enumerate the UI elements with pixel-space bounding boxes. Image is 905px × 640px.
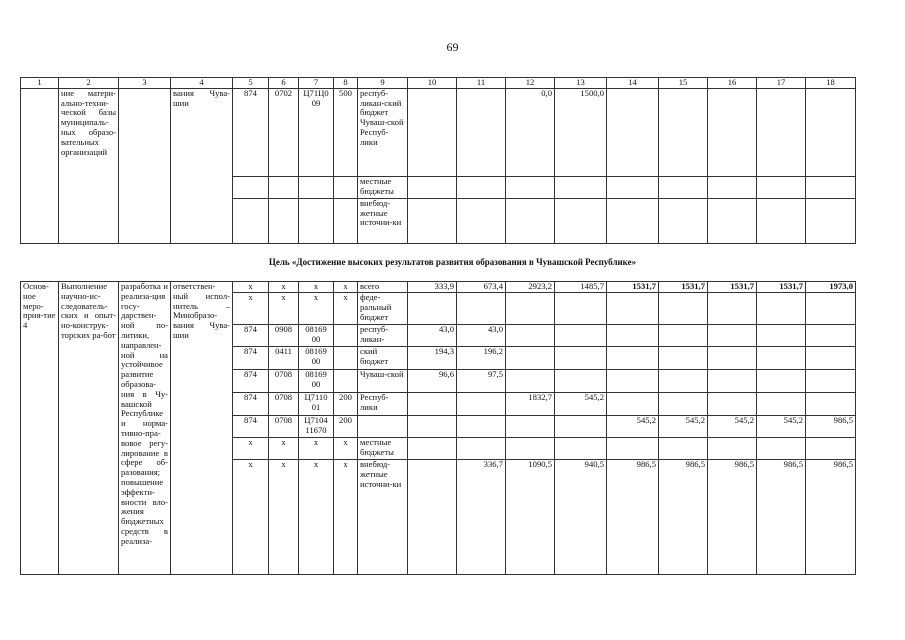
csr-cell: Ц7104 11670	[299, 416, 334, 438]
goal-heading: Цель «Достижение высоких результатов развития образования в Чувашской Республике»	[268, 257, 637, 267]
col-number: 10	[408, 78, 457, 89]
table-row	[21, 282, 856, 293]
col-number: 9	[358, 78, 408, 89]
program-table-goal	[20, 281, 856, 575]
vr-cell	[334, 325, 358, 347]
csr-cell: x	[299, 438, 334, 460]
csr-cell: Ц7110 01	[299, 393, 334, 416]
col-number: 14	[607, 78, 659, 89]
funding-source-cell: ский бюджет	[358, 347, 408, 370]
executor-cell: ответствен-ный испол-нитель – Минобразо-вания Чува-шии	[171, 282, 233, 575]
grbs-cell: 874	[233, 88, 269, 176]
csr-cell: x	[299, 460, 334, 575]
col-number: 3	[119, 78, 171, 89]
value-cell: 545,2	[757, 416, 806, 438]
vr-cell: 500	[334, 88, 358, 176]
value-cell: 336,7	[457, 460, 506, 575]
col-number: 15	[659, 78, 708, 89]
vr-cell: x	[334, 438, 358, 460]
funding-source-cell: местные бюджеты	[358, 176, 408, 198]
col-number: 18	[806, 78, 856, 89]
vr-cell	[334, 370, 358, 393]
value-cell: 194,3	[408, 347, 457, 370]
col-number: 12	[506, 78, 555, 89]
main-measure-cell: Основ-ное меро-прия-тие 4	[21, 282, 59, 575]
funding-source-cell: всего	[358, 282, 408, 293]
col-number: 1	[21, 78, 59, 89]
grbs-cell: x	[233, 438, 269, 460]
value-cell: 0,0	[506, 88, 555, 176]
value-cell: 1090,5	[506, 460, 555, 575]
funding-source-cell: внебюд-жетные источни-ки	[358, 198, 408, 243]
value-cell: 986,5	[757, 460, 806, 575]
value-cell: 1531,7	[757, 282, 806, 293]
value-cell: 545,2	[708, 416, 757, 438]
funding-source-cell: респуб-ликан-	[358, 325, 408, 347]
col-number: 13	[555, 78, 607, 89]
value-cell: 940,5	[555, 460, 607, 575]
value-cell: 986,5	[708, 460, 757, 575]
grbs-cell: 874	[233, 347, 269, 370]
col-number: 16	[708, 78, 757, 89]
value-cell	[708, 88, 757, 176]
col-number: 8	[334, 78, 358, 89]
value-cell	[457, 88, 506, 176]
grbs-cell: 874	[233, 325, 269, 347]
column-number-row	[21, 78, 856, 89]
col-number: 4	[171, 78, 233, 89]
measure-name-cell: ние матери-альнo-техни-ческой базы муниципаль-ных образо-вательных организаций	[59, 88, 119, 243]
rz-cell: 0702	[269, 88, 299, 176]
value-cell	[757, 88, 806, 176]
value-cell: 1531,7	[659, 282, 708, 293]
value-cell: 986,5	[607, 460, 659, 575]
table-row	[21, 88, 856, 176]
value-cell: 1832,7	[506, 393, 555, 416]
value-cell: 43,0	[408, 325, 457, 347]
value-cell: 333,9	[408, 282, 457, 293]
rz-cell: 0708	[269, 393, 299, 416]
page-number: 69	[446, 40, 459, 54]
value-cell: 986,5	[806, 460, 856, 575]
col-number: 2	[59, 78, 119, 89]
value-cell: 2923,2	[506, 282, 555, 293]
funding-source-cell: внебюд-жетные источни-ки	[358, 460, 408, 575]
value-cell	[607, 88, 659, 176]
grbs-cell: x	[233, 293, 269, 325]
csr-cell: 08169 00	[299, 370, 334, 393]
vr-cell: x	[334, 282, 358, 293]
value-cell: 196,2	[457, 347, 506, 370]
col-number: 5	[233, 78, 269, 89]
funding-source-cell: Респуб-лики	[358, 393, 408, 416]
grbs-cell: 874	[233, 370, 269, 393]
purpose-cell: разработка и реализа-ция госу-дарствен-ной по-литики, направлен-ной на устойчивое развитие образова-ния в Чу-вашской Республике и норма-тивно-пра-вовое регу-лирование в сфере об-разования; повышение эффекти-вности вло-жения бюджетных средств в реализа-	[119, 282, 171, 575]
value-cell: 43,0	[457, 325, 506, 347]
grbs-cell: x	[233, 460, 269, 575]
value-cell: 545,2	[607, 416, 659, 438]
rz-cell: 0411	[269, 347, 299, 370]
cell-empty	[21, 88, 59, 243]
value-cell: 545,2	[555, 393, 607, 416]
value-cell: 1973,0	[806, 282, 856, 293]
vr-cell	[334, 347, 358, 370]
value-cell: 673,4	[457, 282, 506, 293]
grbs-cell: 874	[233, 416, 269, 438]
value-cell: 986,5	[806, 416, 856, 438]
cell-empty	[119, 88, 171, 243]
rz-cell: x	[269, 438, 299, 460]
col-number: 6	[269, 78, 299, 89]
funding-source-cell: респуб-ликан-ский бюджет Чуваш-ской Респуб-лики	[358, 88, 408, 176]
rz-cell: 0908	[269, 325, 299, 347]
value-cell: 986,5	[659, 460, 708, 575]
rz-cell: x	[269, 293, 299, 325]
measure-name-cell: Выполнение научно-ис-следователь-ских и опыт-но-конструк-торских ра-бот	[59, 282, 119, 575]
value-cell: 1531,7	[708, 282, 757, 293]
value-cell: 1500,0	[555, 88, 607, 176]
csr-cell: x	[299, 293, 334, 325]
value-cell	[806, 88, 856, 176]
col-number: 11	[457, 78, 506, 89]
col-number: 17	[757, 78, 806, 89]
rz-cell: x	[269, 460, 299, 575]
funding-source-cell: феде-ральный бюджет	[358, 293, 408, 325]
vr-cell: x	[334, 293, 358, 325]
vr-cell: 200	[334, 393, 358, 416]
funding-source-cell: Чуваш-ской	[358, 370, 408, 393]
csr-cell: x	[299, 282, 334, 293]
col-number: 7	[299, 78, 334, 89]
value-cell: 97,5	[457, 370, 506, 393]
csr-cell: 08169 00	[299, 325, 334, 347]
grbs-cell: 874	[233, 393, 269, 416]
grbs-cell: x	[233, 282, 269, 293]
funding-source-cell	[358, 416, 408, 438]
vr-cell: 200	[334, 416, 358, 438]
value-cell: 96,6	[408, 370, 457, 393]
value-cell	[408, 88, 457, 176]
value-cell: 545,2	[659, 416, 708, 438]
funding-source-cell: местные бюджеты	[358, 438, 408, 460]
value-cell	[408, 460, 457, 575]
value-cell: 1485,7	[555, 282, 607, 293]
csr-cell: Ц71Ц0 09	[299, 88, 334, 176]
vr-cell: x	[334, 460, 358, 575]
value-cell	[659, 88, 708, 176]
executor-cell: вания Чува-шии	[171, 88, 233, 243]
rz-cell: x	[269, 282, 299, 293]
rz-cell: 0708	[269, 370, 299, 393]
program-table-continued	[20, 77, 856, 244]
rz-cell: 0708	[269, 416, 299, 438]
csr-cell: 08169 00	[299, 347, 334, 370]
value-cell: 1531,7	[607, 282, 659, 293]
